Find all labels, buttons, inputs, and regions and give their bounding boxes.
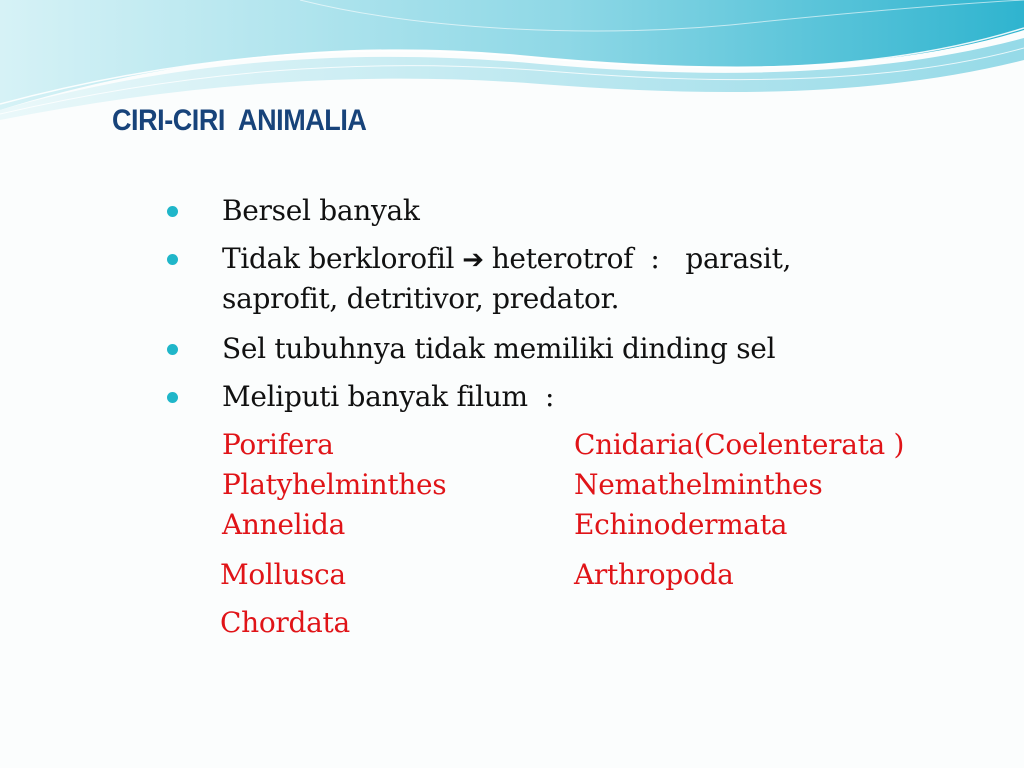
bullet-dot (167, 206, 178, 217)
bullet-text-nutrition-part1: Tidak berklorofil (222, 242, 455, 275)
bullet-text-cell-wall: Sel tubuhnya tidak memiliki dinding sel (222, 332, 776, 365)
phylum-platyhelminthes: Platyhelminthes (222, 468, 447, 501)
bullet-text-nutrition-line2: saprofit, detritivor, predator. (222, 282, 620, 315)
bullet-text-phyla: Meliputi banyak filum : (222, 380, 555, 413)
phylum-cnidaria: Cnidaria(Coelenterata ) (574, 428, 905, 461)
slide-title: CIRI-CIRI ANIMALIA (112, 104, 367, 137)
bullet-text-cells: Bersel banyak (222, 194, 420, 227)
phylum-chordata: Chordata (220, 606, 350, 639)
phylum-nemathelminthes: Nemathelminthes (574, 468, 823, 501)
right-arrow-icon: ➔ (462, 245, 484, 275)
bullet-dot (167, 344, 178, 355)
bullet-dot (167, 392, 178, 403)
phylum-mollusca: Mollusca (220, 558, 346, 591)
bullet-dot (167, 254, 178, 265)
bullet-text-nutrition (222, 242, 791, 275)
phylum-porifera: Porifera (222, 428, 334, 461)
phylum-annelida: Annelida (222, 508, 345, 541)
phylum-echinodermata: Echinodermata (574, 508, 788, 541)
bullet-text-nutrition-part2: heterotrof : parasit, (491, 242, 792, 275)
phylum-arthropoda: Arthropoda (574, 558, 734, 591)
